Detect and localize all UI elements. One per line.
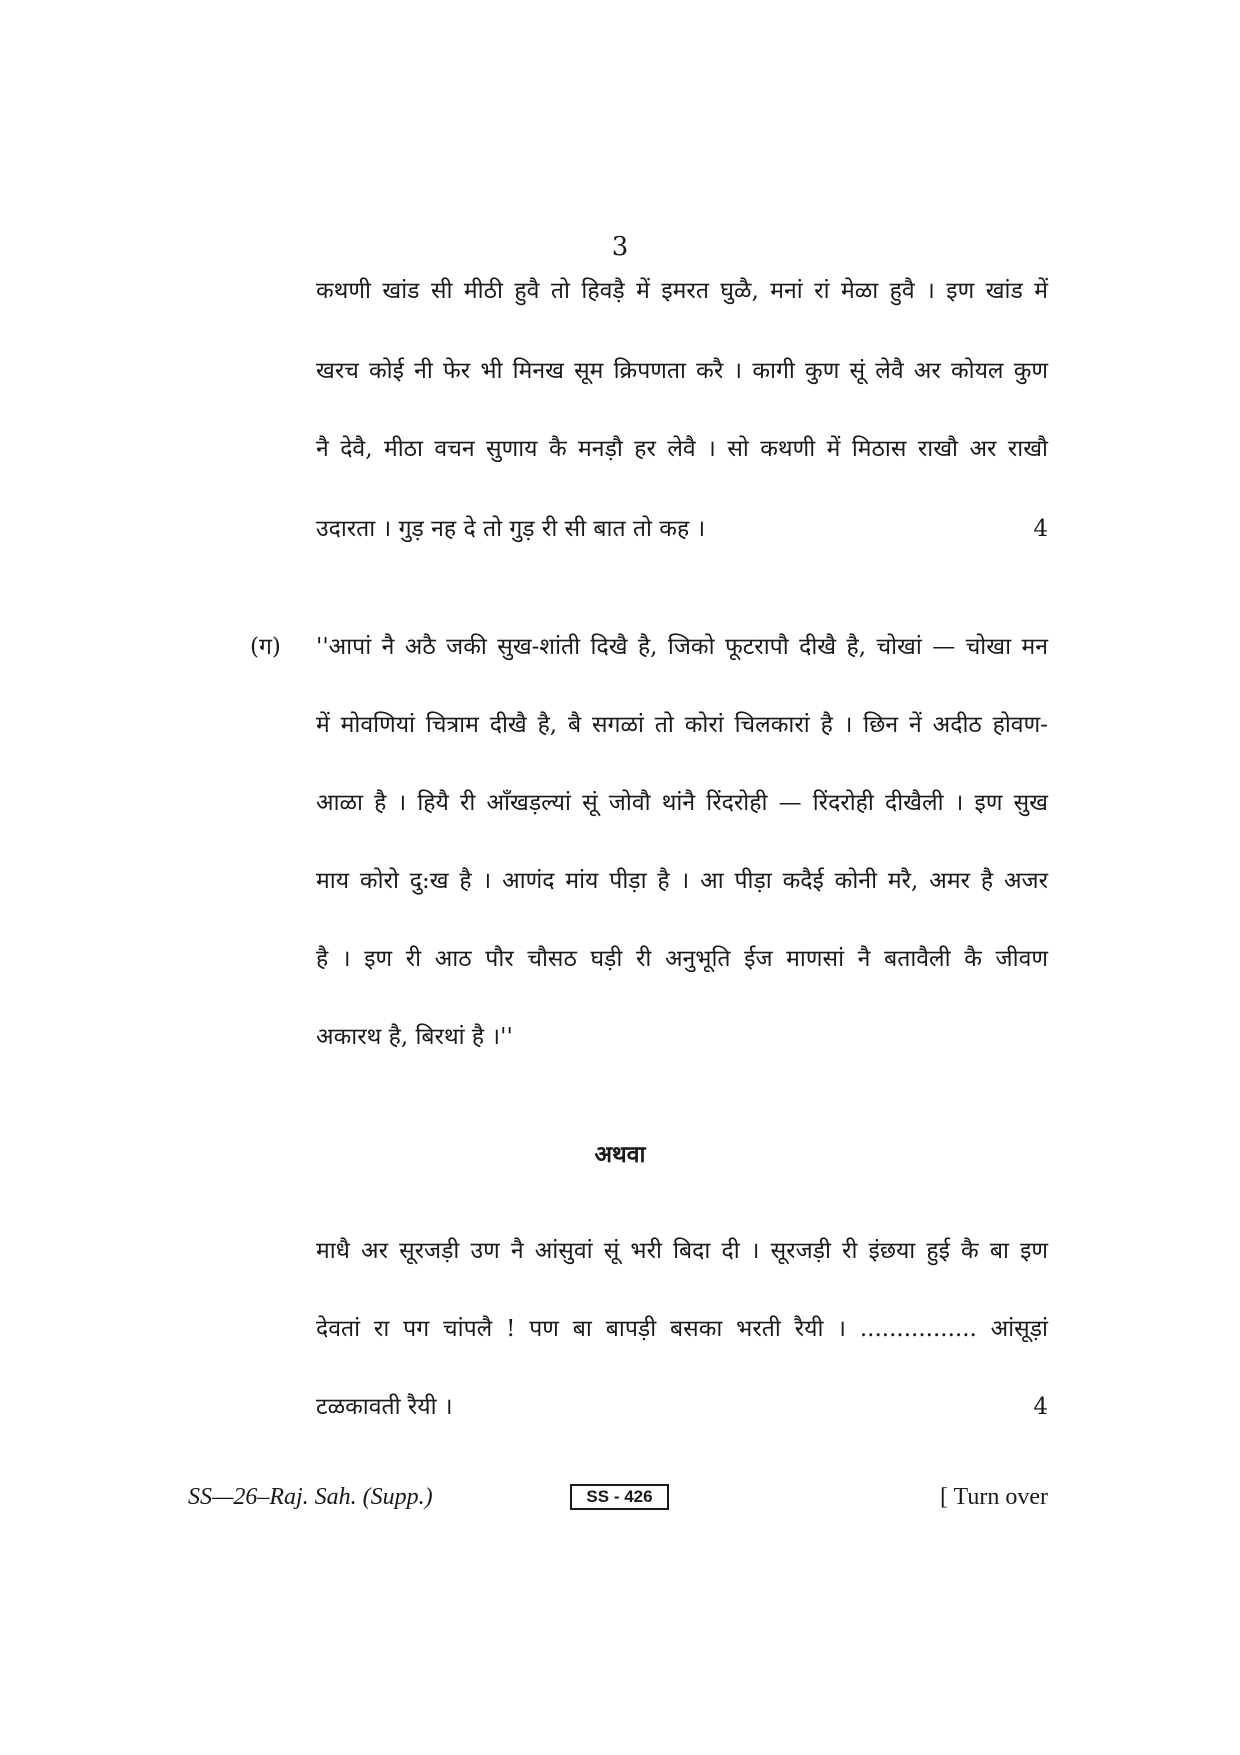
footer-turn-over: [ Turn over bbox=[939, 1484, 1048, 1510]
passage-1-line-4: उदारता । गुड़ नह दे तो गुड़ री सी बात तो कह । bbox=[316, 516, 706, 542]
or-heading: अथवा bbox=[594, 1141, 646, 1168]
passage-2-line-3: आळा है । हियै री आँखड़ल्यां सूं जोवौ थांनै रिंदरोही — रिंदरोही दीखैली । इण सुख bbox=[316, 790, 1048, 816]
passage-3-line-3: टळकावती रैयी । bbox=[316, 1394, 453, 1420]
passage-1-line-2: खरच कोई नी फेर भी मिनख सूम क्रिपणता करै । कागी कुण सूं लेवै अर कोयल कुण bbox=[316, 358, 1048, 384]
passage-2-line-1: ''आपां नै अठै जकी सुख-शांती दिखै है, जिको फूटरापौ दीखै है, चोखां — चोखा मन bbox=[316, 634, 1048, 660]
passage-2-line-5: है । इण री आठ पौर चौसठ घड़ी री अनुभूति ईज माणसां नै बतावैली कै जीवण bbox=[316, 946, 1048, 972]
passage-1-marks: 4 bbox=[1033, 516, 1048, 542]
passage-1-line-3: नै देवै, मीठा वचन सुणाय कै मनड़ौ हर लेवै । सो कथणी में मिठास राखौ अर राखौ bbox=[316, 436, 1048, 462]
passage-2-line-4: माय कोरो दु:ख है । आणंद मांय पीड़ा है । आ पीड़ा कदैई कोनी मरै, अमर है अजर bbox=[316, 868, 1048, 894]
passage-1-line-1: कथणी खांड सी मीठी हुवै तो हिवडै़ में इमरत घुळै, मनां रां मेळा हुवै । इण खांड में bbox=[316, 278, 1048, 304]
passage-2-line-6: अकारथ है, बिरथां है ।'' bbox=[316, 1024, 513, 1050]
footer-paper-code: SS—26–Raj. Sah. (Supp.) bbox=[188, 1484, 433, 1510]
question-label-ga: (ग) bbox=[250, 634, 281, 660]
passage-2-line-2: में मोवणियां चित्राम दीखै है, बै सगळां तो कोरां चिलकारां है । छिन नें अदीठ होवण- bbox=[316, 712, 1048, 738]
footer-paper-id-box: SS - 426 bbox=[570, 1484, 669, 1510]
passage-3-line-2: देवतां रा पग चांपलै ! पण बा बापड़ी बसका भरती रैयी । ................ आंसूड़ां bbox=[316, 1316, 1048, 1342]
passage-3-marks: 4 bbox=[1033, 1394, 1048, 1420]
page-number: 3 bbox=[611, 232, 629, 262]
passage-3-line-1: माधै अर सूरजड़ी उण नै आंसुवां सूं भरी बिदा दी । सूरजड़ी री इंछया हुई कै बा इण bbox=[316, 1238, 1048, 1264]
